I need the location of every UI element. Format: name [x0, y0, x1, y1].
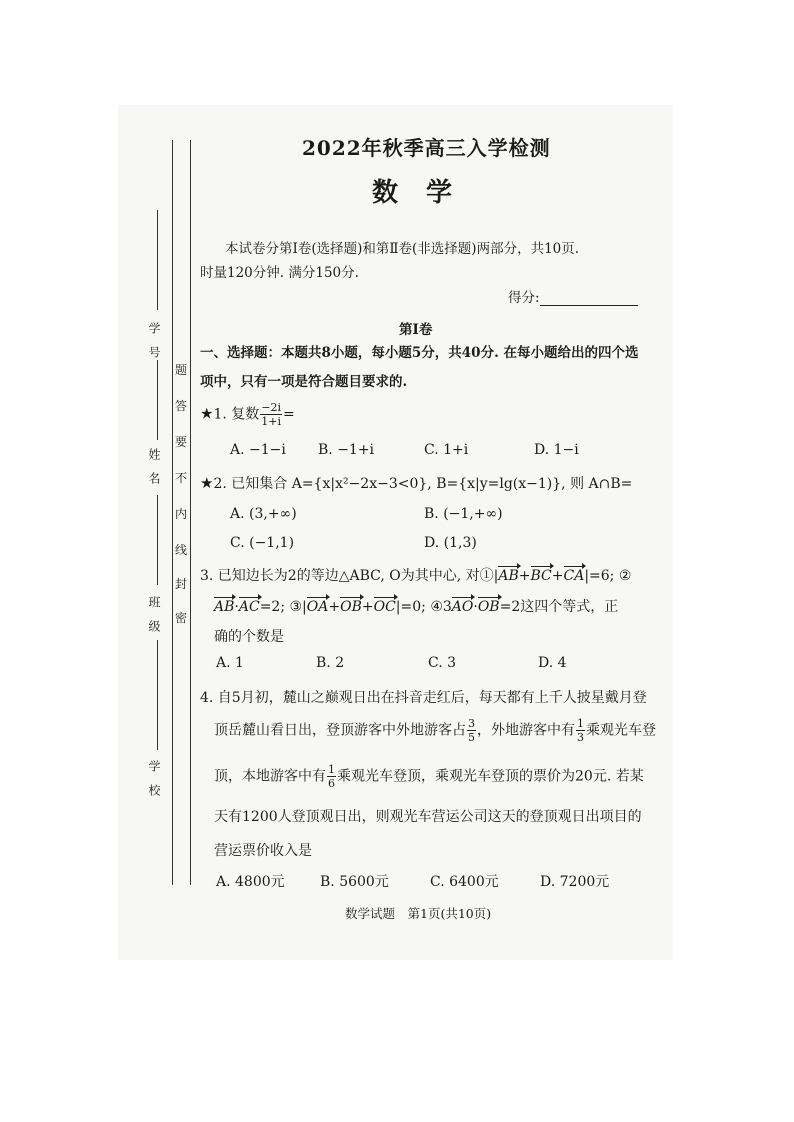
intro-line-2: 时量120分钟. 满分150分.: [200, 265, 359, 281]
dot-sign: ·: [234, 599, 239, 615]
question-3-line-3: 确的个数是: [214, 629, 284, 645]
volume-title: 第Ⅰ卷: [399, 322, 433, 338]
score-field: [508, 286, 638, 306]
q2-option-c[interactable]: C. (−1,1): [230, 535, 295, 551]
question-4-line-4: 天有1200人登顶观日出，则观光车营运公司这天的登顶观日出项目的: [214, 809, 642, 825]
fraction-numerator: 1: [328, 763, 335, 776]
q4-line3-b: 乘观光车登顶，乘观光车登顶的票价为20元. 若某: [337, 768, 644, 785]
star-icon: ★: [200, 474, 214, 492]
q3-line1-suffix: |=6; ②: [584, 568, 632, 584]
page-footer: 数学试题 第1页(共10页): [345, 906, 492, 921]
class-label: 班 级: [147, 596, 161, 632]
vector-ob: OB: [340, 599, 362, 615]
question-1-fraction: [260, 402, 282, 427]
plus-sign: +: [328, 599, 341, 615]
score-blank[interactable]: [540, 293, 638, 306]
question-3-line-2: [214, 596, 618, 616]
q3-line2-suffix: |=0; ④3: [395, 599, 452, 615]
fraction-one-third: [576, 718, 585, 743]
student-id-blank: [157, 210, 158, 310]
q3-option-b[interactable]: B. 2: [316, 655, 345, 671]
seal-char: 密: [175, 611, 188, 625]
q4-option-b[interactable]: B. 5600元: [320, 874, 389, 890]
fraction-denominator: 5: [468, 731, 475, 744]
q4-option-a[interactable]: A. 4800元: [216, 874, 285, 890]
q4-line3-a: 顶，本地游客中有: [214, 768, 326, 785]
seal-char: 不: [175, 471, 188, 485]
seal-char: 线: [175, 543, 188, 557]
fraction-denominator: 3: [577, 731, 584, 744]
vector-oc: OC: [373, 599, 396, 615]
exam-title: 2022年秋季高三入学检测: [302, 136, 551, 160]
vector-oa: OA: [306, 599, 329, 615]
plus-sign: +: [551, 568, 564, 584]
instructions-line-1: 一、选择题：本题共8小题，每小题5分，共40分. 在每小题给出的四个选: [200, 345, 639, 361]
star-icon: ★: [200, 404, 214, 423]
question-4-line-3: [214, 764, 644, 789]
class-blank: [157, 495, 158, 585]
seal-char: 答: [175, 399, 188, 413]
intro-line-1: 本试卷分第Ⅰ卷(选择题)和第Ⅱ卷(非选择题)两部分，共10页.: [225, 241, 580, 257]
question-2-text: 2. 已知集合 A={x|x²−2x−3<0}, B={x|y=lg(x−1)}, 则 A∩B=: [213, 476, 633, 492]
seal-char: 题: [175, 363, 188, 377]
q3-option-d[interactable]: D. 4: [538, 655, 567, 671]
q1-option-c[interactable]: C. 1+i: [424, 442, 469, 458]
instructions-line-2: 项中，只有一项是符合题目要求的.: [200, 374, 408, 390]
margin-line-outer: [190, 140, 191, 885]
exam-page: [118, 105, 673, 960]
school-blank: [157, 640, 158, 750]
question-4-line-2: [214, 718, 656, 743]
question-1-prefix: 1. 复数: [213, 406, 260, 423]
q4-line2-b: ，外地游客中有: [477, 722, 575, 739]
q2-option-b[interactable]: B. (−1,+∞): [424, 506, 503, 522]
plus-sign: +: [361, 599, 374, 615]
q3-line2-end: =2这四个等式，正: [499, 599, 619, 615]
seal-char: 要: [175, 435, 188, 449]
seal-char: 内: [175, 507, 188, 521]
plus-sign: +: [518, 568, 531, 584]
fraction-numerator: −2i: [261, 401, 281, 414]
q1-option-b[interactable]: B. −1+i: [318, 442, 375, 458]
question-1-suffix: =: [283, 406, 295, 423]
vector-ca: CA: [563, 568, 585, 584]
q4-option-d[interactable]: D. 7200元: [540, 874, 610, 890]
fraction-numerator: 1: [577, 717, 584, 730]
question-1-stem: [200, 402, 295, 427]
question-4-line-1: 4. 自5月初，麓山之巅观日出在抖音走红后，每天都有上千人披星戴月登: [200, 690, 647, 706]
subject-title: 数学: [372, 178, 481, 208]
q3-line2-mid: =2; ③|: [259, 599, 307, 615]
seal-char: 封: [175, 577, 188, 591]
q3-option-c[interactable]: C. 3: [428, 655, 457, 671]
q2-option-a[interactable]: A. (3,+∞): [230, 506, 297, 522]
question-2-stem: [200, 473, 632, 493]
vector-ab: AB: [214, 599, 235, 615]
fraction-numerator: 3: [468, 717, 475, 730]
question-3-line-1: [200, 565, 631, 585]
vector-bc: BC: [530, 568, 552, 584]
fraction-denominator: 1+i: [261, 415, 281, 428]
q3-line1-prefix: 3. 已知边长为2的等边△ABC, O为其中心, 对①|: [200, 568, 499, 584]
question-4-line-5: 营运票价收入是: [214, 843, 312, 859]
q4-option-c[interactable]: C. 6400元: [430, 874, 499, 890]
score-label: 得分:: [508, 290, 540, 306]
vector-ac: AC: [238, 599, 260, 615]
fraction-denominator: 6: [328, 777, 335, 790]
school-label: 学 校: [147, 760, 161, 796]
name-label: 姓 名: [147, 448, 161, 484]
vector-ob: OB: [477, 599, 500, 615]
q4-line2-a: 顶岳麓山看日出，登顶游客中外地游客占: [214, 722, 466, 739]
q2-option-d[interactable]: D. (1,3): [424, 535, 477, 551]
student-id-label: 学 号: [147, 322, 161, 358]
name-blank-top: [157, 360, 158, 440]
dot-sign: ·: [473, 599, 478, 615]
fraction-three-fifths: [467, 718, 476, 743]
q3-option-a[interactable]: A. 1: [216, 655, 244, 671]
q1-option-d[interactable]: D. 1−i: [534, 442, 579, 458]
margin-line-inner: [172, 140, 173, 885]
fraction-one-sixth: [327, 764, 336, 789]
q4-line2-c: 乘观光车登: [586, 722, 656, 739]
q1-option-a[interactable]: A. −1−i: [230, 442, 286, 458]
vector-ao: AO: [451, 599, 474, 615]
vector-ab: AB: [498, 568, 519, 584]
